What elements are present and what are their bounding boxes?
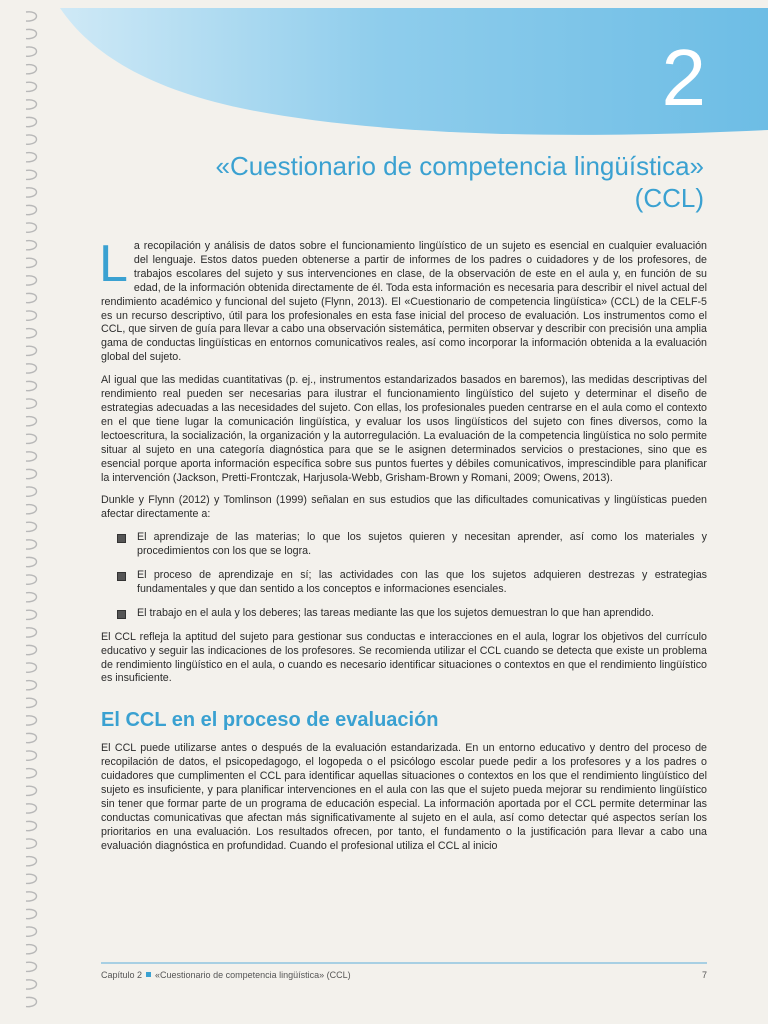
paragraph-3: Dunkle y Flynn (2012) y Tomlinson (1999) señalan en sus estudios que las dificultades comunicativas y lingüísticas pueden afectar directamente a: — [101, 494, 707, 521]
spiral-ring — [26, 610, 37, 619]
spiral-ring — [26, 769, 37, 778]
spiral-ring — [26, 346, 37, 355]
spiral-ring — [26, 135, 37, 144]
spiral-ring — [26, 945, 37, 954]
paragraph-2: Al igual que las medidas cuantitativas (p. ej., instrumentos estandarizados basados en baremos), las medidas descriptivas del rendimiento real pueden ser necesarias para ilustrar el funcionamiento lingüístico del sujeto y determinar el diseño de estrategias adecuadas a las necesidades del sujeto. Con ellas, los profesionales pueden centrarse en el aula como el contexto en el que tiene lugar la comunicación lingüística, y evaluar los usos lingüísticos del sujeto con fines diversos, como la lectoescritura, la socialización, la organización y la autorregulación. La evaluación de la competencia lingüística no solo permite situar al sujeto en una categoría diagnóstica para que se le asignen determinados servicios o prestaciones, sino que es esencial porque aporta información específica sobre sus puntos fuertes y débiles comunicativos, imprescindible para planificar la intervención (Jackson, Pretti-Frontczak, Harjusola-Webb, Grisham-Brown y Romani, 2009; Owens, 2013). — [101, 374, 707, 484]
spiral-ring — [26, 909, 37, 918]
spiral-ring — [26, 258, 37, 267]
spiral-ring — [26, 681, 37, 690]
page-number: 7 — [701, 970, 707, 980]
spiral-ring — [26, 505, 37, 514]
page-footer — [101, 970, 707, 980]
bullet-item: El trabajo en el aula y los deberes; las tareas mediante las que los sujetos demuestran lo que han aprendido. — [117, 607, 707, 621]
spiral-ring — [26, 857, 37, 866]
spiral-ring — [26, 839, 37, 848]
spiral-ring — [26, 874, 37, 883]
spiral-ring — [26, 593, 37, 602]
paragraph-4: El CCL refleja la aptitud del sujeto para gestionar sus conductas e interacciones en el aula, lograr los objetivos del currículo educativo y seguir las indicaciones de los profesores. Se recomienda utilizar el CCL cuando se detecta que existe un problema de rendimiento lingüístico en el aula, o cuando es necesario identificar situaciones o contextos en que el rendimiento lingüístico es insuficiente. — [101, 630, 707, 685]
spiral-ring — [26, 892, 37, 901]
footer-title: «Cuestionario de competencia lingüística» (CCL) — [155, 970, 351, 980]
footer-running-title — [101, 970, 351, 980]
footer-chapter: Capítulo 2 — [101, 970, 143, 980]
spiral-ring — [26, 469, 37, 478]
paragraph-5: El CCL puede utilizarse antes o después de la evaluación estandarizada. En un entorno educativo y dentro del proceso de recopilación de datos, el psicopedagogo, el logopeda o el psicólogo escolar puede pedir a los profesores y a los padres o cuidadores que cumplimenten el CCL para identificar aquellas situaciones o contextos en los que el rendimiento lingüístico del sujeto es insuficiente, y para planificar intervenciones en el aula con las que el sujeto pueda mejorar su rendimiento lingüístico sin tener que formar parte de un programa de educación especial. La información aportada por el CCL permite determinar las conductas comunicativas que afectan más significativamente al sujeto en el aula, así como detectar qué aspectos serían los prioritarios en una evaluación. Los resultados ofrecen, por tanto, el fundamento o la justificación para llevar a cabo una evaluación diagnóstica en profundidad. Cuando el profesional utiliza el CCL al inicio — [101, 742, 707, 852]
bullet-item: El aprendizaje de las materias; lo que los sujetos quieren y necesitan aprender, así como los materiales y procedimientos con los que se logra. — [117, 531, 707, 559]
chapter-title-line-2: (CCL) — [634, 183, 704, 213]
spiral-ring — [26, 241, 37, 250]
spiral-ring — [26, 804, 37, 813]
spiral-ring — [26, 170, 37, 179]
spiral-ring — [26, 575, 37, 584]
bullet-list — [101, 531, 707, 621]
bullet-item: El proceso de aprendizaje en sí; las actividades con las que los sujetos adquieren destrezas y estrategias fundamentales y que dan sentido a los conceptos e informaciones esenciales. — [117, 569, 707, 597]
spiral-ring — [26, 716, 37, 725]
spiral-ring — [26, 786, 37, 795]
spiral-ring — [26, 381, 37, 390]
header-band — [0, 0, 768, 140]
spiral-binding — [0, 0, 50, 1024]
spiral-ring — [26, 223, 37, 232]
paragraph-intro — [99, 235, 707, 365]
spiral-ring — [26, 276, 37, 285]
spiral-ring — [26, 522, 37, 531]
section-heading: El CCL en el proceso de evaluación — [101, 709, 439, 732]
spiral-ring — [26, 364, 37, 373]
spiral-ring — [26, 399, 37, 408]
chapter-title — [144, 150, 704, 214]
spiral-ring — [26, 311, 37, 320]
spiral-ring — [26, 417, 37, 426]
spiral-ring — [26, 117, 37, 126]
spiral-ring — [26, 329, 37, 338]
spiral-ring — [26, 47, 37, 56]
square-bullet-icon — [146, 972, 151, 977]
spiral-ring — [26, 980, 37, 989]
spiral-ring — [26, 153, 37, 162]
spiral-ring — [26, 188, 37, 197]
spiral-ring — [26, 698, 37, 707]
spiral-ring — [26, 434, 37, 443]
paragraph-intro-text: a recopilación y análisis de datos sobre el funcionamiento lingüístico de un sujeto es esencial en cualquier evaluación del lenguaje. Estos datos pueden obtenerse a partir de informes de los padres o cuidadores y de los profesores, de trabajos escolares del sujeto y sus intervenciones en clase, de la observación de este en el aula y, en función de su edad, de la información obtenida directamente de él. Toda esta información es necesaria para describir el nivel actual del rendimiento académico y funcional del sujeto (Flynn, 2013). El «Cuestionario de competencia lingüística» (CCL) de la CELF-5 es un recurso descriptivo, útil para los profesionales en esta fase inicial del proceso de evaluación. Los instrumentos como el CCL, que sirven de guía para llevar a cabo una observación sistemática, permiten observar y describir con precisión una amplia gama de conductas lingüísticas en entornos comunicativos reales, así como incorporar la información obtenida a la evaluación global del sujeto. — [101, 240, 707, 364]
spiral-ring — [26, 821, 37, 830]
spiral-ring — [26, 663, 37, 672]
spiral-ring — [26, 927, 37, 936]
spiral-ring — [26, 29, 37, 38]
spiral-ring — [26, 487, 37, 496]
body-text — [99, 235, 707, 863]
drop-cap: L — [99, 235, 128, 293]
spiral-ring — [26, 100, 37, 109]
spiral-ring — [26, 12, 37, 21]
chapter-title-line-1: «Cuestionario de competencia lingüística» — [215, 151, 704, 181]
spiral-ring — [26, 65, 37, 74]
spiral-ring — [26, 205, 37, 214]
footer-rule — [101, 962, 707, 964]
spiral-ring — [26, 962, 37, 971]
spiral-ring — [26, 82, 37, 91]
spiral-ring — [26, 733, 37, 742]
chapter-number: 2 — [661, 33, 706, 122]
spiral-ring — [26, 557, 37, 566]
spiral-ring — [26, 293, 37, 302]
spiral-ring — [26, 751, 37, 760]
spiral-ring — [26, 540, 37, 549]
spiral-ring — [26, 452, 37, 461]
spiral-ring — [26, 628, 37, 637]
spiral-ring — [26, 645, 37, 654]
spiral-ring — [26, 997, 37, 1006]
